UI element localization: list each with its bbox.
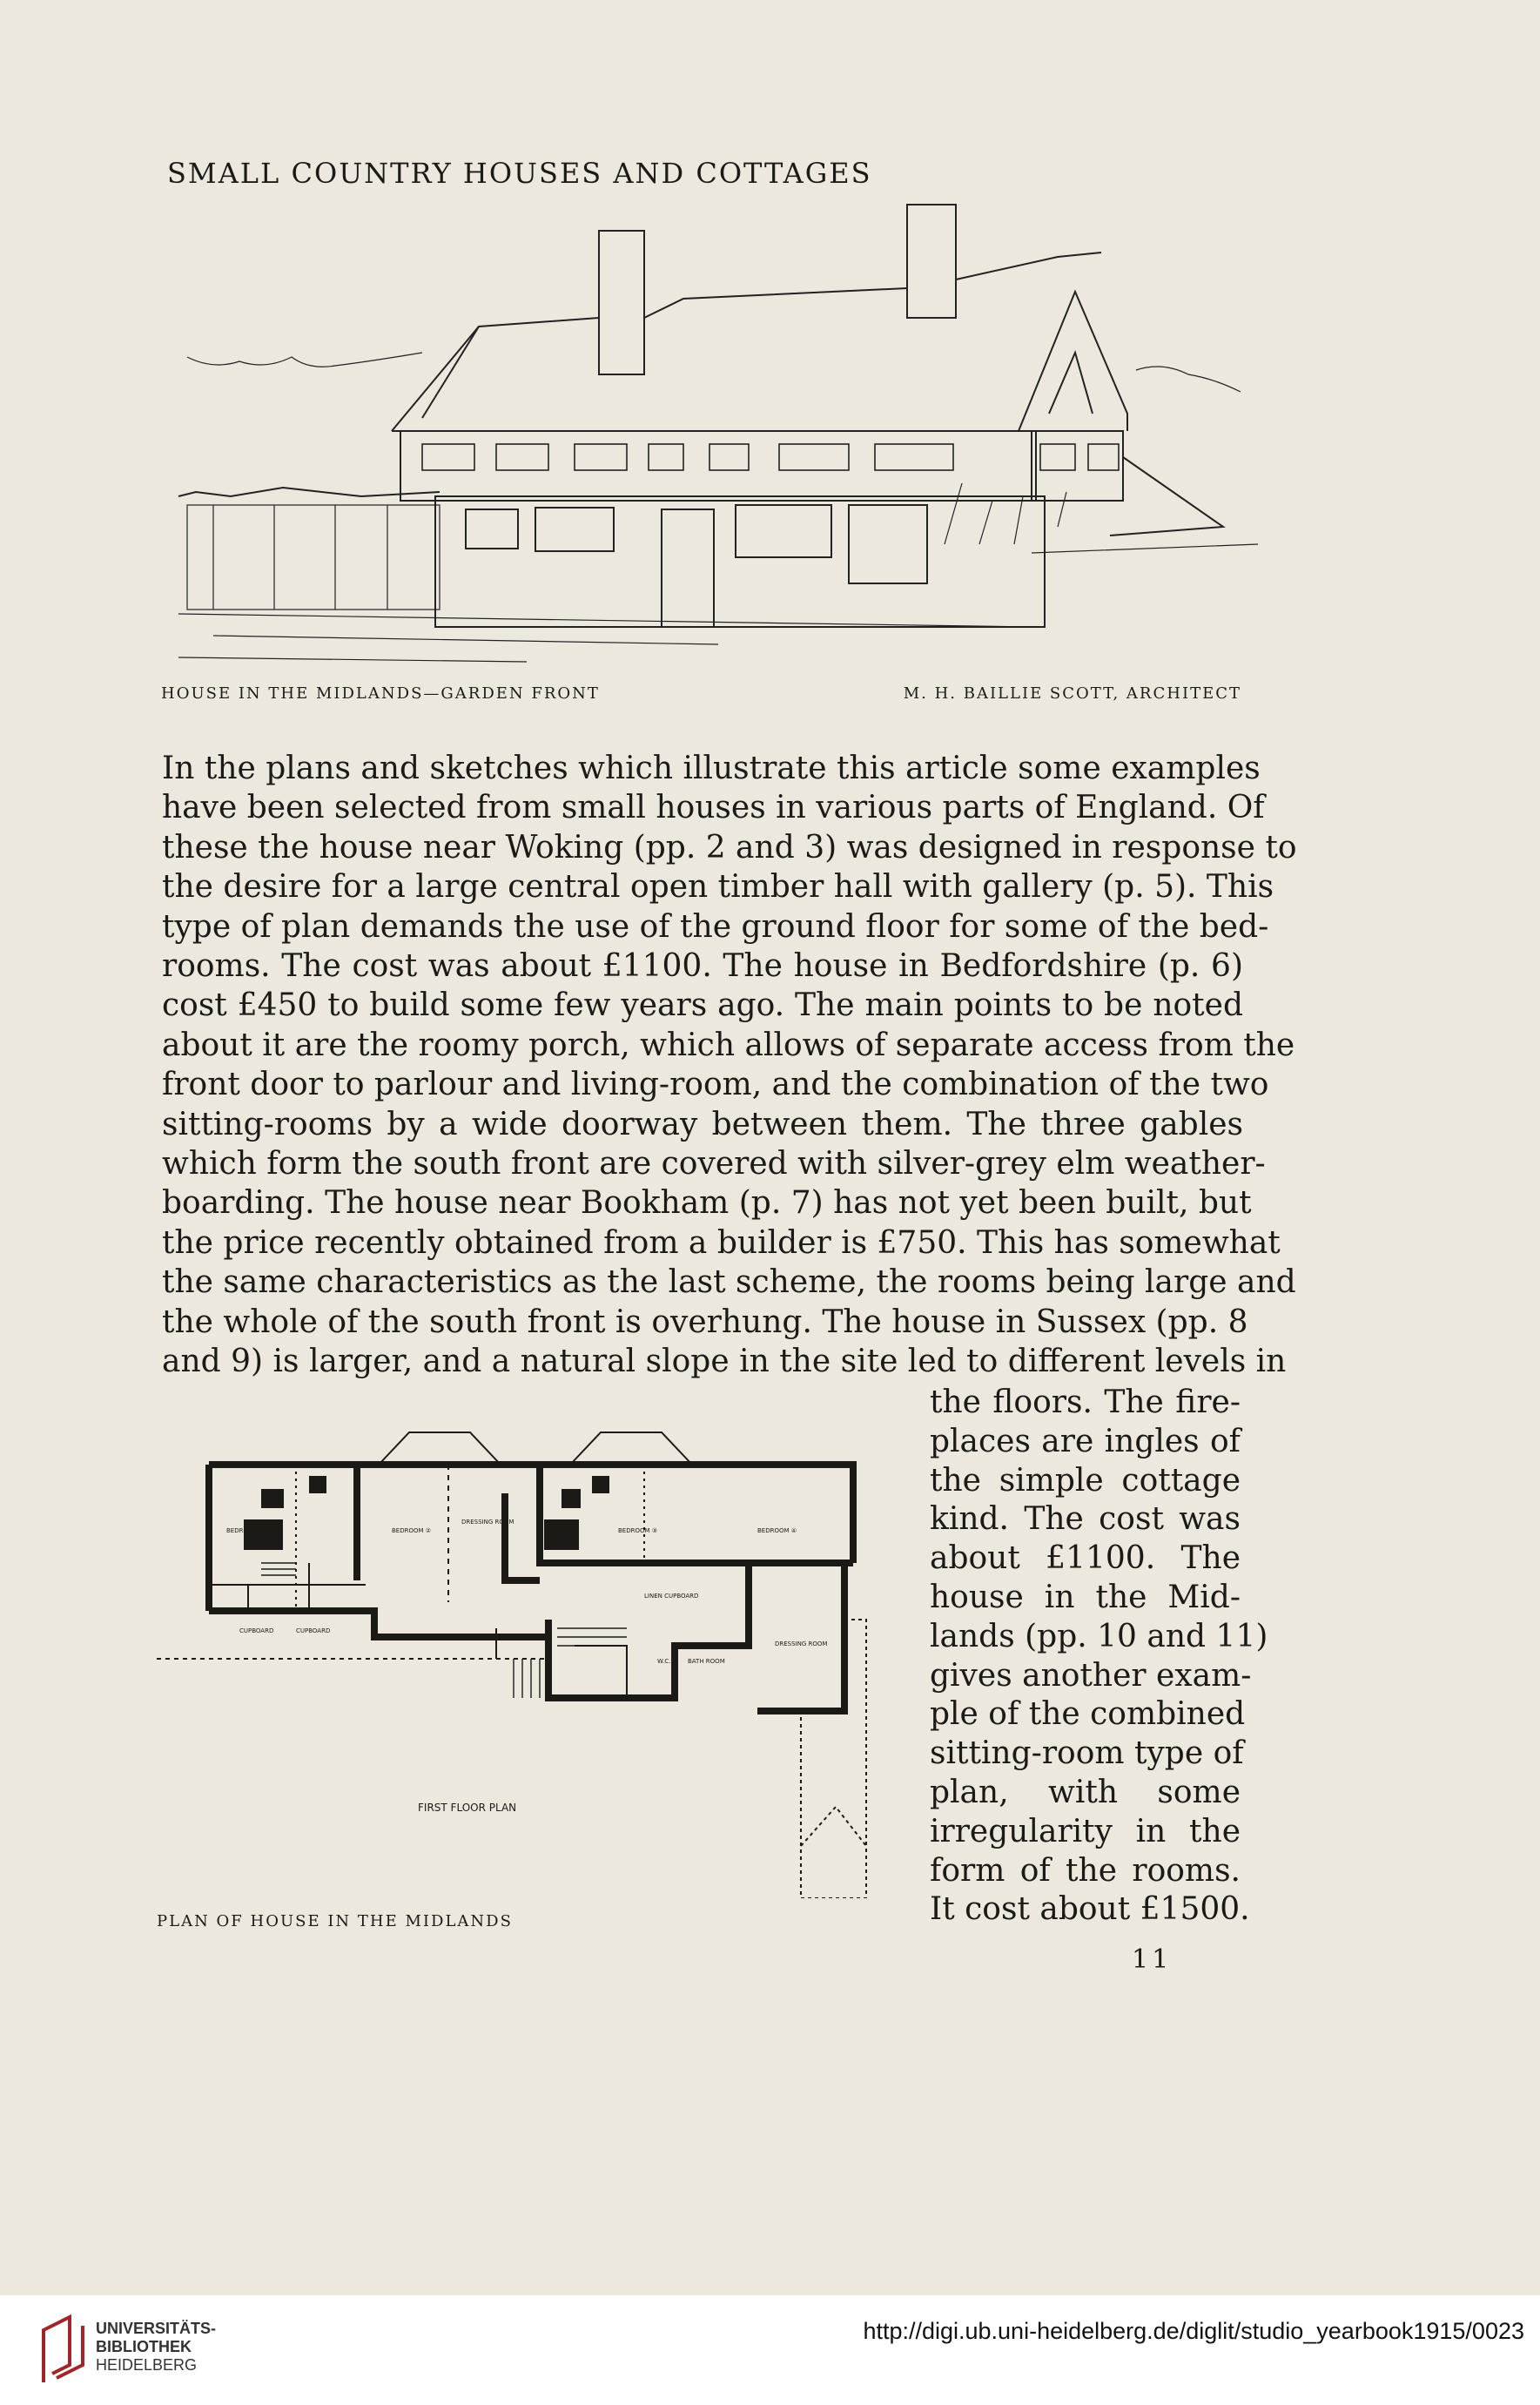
text-line: about it are the roomy porch, which allows of separate access from the — [162, 1027, 1295, 1063]
running-head: SMALL COUNTRY HOUSES AND COTTAGES — [167, 157, 872, 190]
text-line: boarding. The house near Bookham (p. 7) has not yet been built, but — [162, 1185, 1252, 1222]
room-label: DRESSING ROOM — [461, 1519, 514, 1526]
text-line: house in the Mid- — [930, 1579, 1241, 1615]
plan-title: FIRST FLOOR PLAN — [418, 1802, 517, 1814]
room-label: BEDROOM ④ — [757, 1527, 797, 1534]
digitization-footer — [0, 2295, 1540, 2405]
text-line: which form the south front are covered with silver-grey elm weather- — [162, 1146, 1266, 1182]
house-sketch — [161, 196, 1267, 670]
floor-plan — [157, 1411, 923, 1898]
plan-caption: PLAN OF HOUSE IN THE MIDLANDS — [157, 1912, 513, 1930]
text-line: gives another exam- — [930, 1657, 1252, 1694]
text-line: It cost about £1500. — [930, 1891, 1250, 1928]
text-line: have been selected from small houses in various parts of England. Of — [162, 790, 1265, 826]
text-line: sitting-room type of — [930, 1735, 1244, 1772]
text-line: type of plan demands the use of the ground floor for some of the bed- — [162, 908, 1269, 945]
text-line: the price recently obtained from a builder is £750. This has somewhat — [162, 1224, 1281, 1261]
library-logo-icon — [35, 2313, 89, 2388]
room-label: BEDROOM ③ — [618, 1527, 658, 1534]
room-label: BATH ROOM — [688, 1658, 725, 1665]
text-line: the simple cottage — [930, 1462, 1241, 1499]
text-line: cost £450 to build some few years ago. The main points to be noted — [162, 987, 1243, 1024]
text-line: the whole of the south front is overhung. The house in Sussex (pp. 8 — [162, 1304, 1248, 1340]
text-line: the same characteristics as the last scheme, the rooms being large and — [162, 1264, 1296, 1301]
text-line: In the plans and sketches which illustrate this article some examples — [162, 751, 1261, 786]
room-label: LINEN CUPBOARD — [644, 1593, 699, 1600]
room-label: CUPBOARD — [296, 1627, 331, 1634]
sketch-caption: HOUSE IN THE MIDLANDS—GARDEN FRONT — [161, 684, 600, 703]
text-line: irregularity in the — [930, 1813, 1241, 1849]
text-line: the desire for a large central open timber hall with gallery (p. 5). This — [162, 869, 1274, 906]
text-line: these the house near Woking (pp. 2 and 3) was designed in response to — [162, 829, 1297, 866]
text-line: about £1100. The — [930, 1540, 1241, 1577]
text-line: ple of the combined — [930, 1696, 1246, 1733]
article-body — [162, 749, 1297, 1382]
text-line: front door to parlour and living-room, and the combination of the two — [162, 1067, 1269, 1103]
text-line: the floors. The fire- — [930, 1384, 1241, 1420]
text-line: and 9) is larger, and a natural slope in the site led to different levels in — [162, 1344, 1287, 1380]
source-url-link[interactable]: http://digi.ub.uni-heidelberg.de/diglit/studio_yearbook1915/0023 — [863, 2318, 1524, 2344]
architect-credit: M. H. BAILLIE SCOTT, ARCHITECT — [903, 684, 1241, 703]
room-label: W.C. — [657, 1658, 671, 1665]
article-body-narrow — [930, 1384, 1268, 1930]
library-name-line: HEIDELBERG — [96, 2356, 198, 2374]
text-line: rooms. The cost was about £1100. The house in Bedfordshire (p. 6) — [162, 948, 1243, 985]
room-label: BEDROOM ① — [226, 1527, 266, 1534]
text-line: sitting-rooms by a wide doorway between them. The three gables — [162, 1106, 1243, 1142]
page-number: 11 — [1132, 1944, 1173, 1975]
library-name — [96, 2320, 216, 2375]
text-line: places are ingles of — [930, 1423, 1241, 1459]
room-label: CUPBOARD — [239, 1627, 274, 1634]
room-label: BEDROOM ② — [392, 1527, 432, 1534]
text-line: form of the rooms. — [930, 1852, 1241, 1889]
text-line: kind. The cost was — [930, 1501, 1241, 1538]
library-name-line: BIBLIOTHEK — [96, 2338, 192, 2355]
library-name-line: UNIVERSITÄTS- — [96, 2320, 217, 2337]
text-line: plan, with some — [930, 1774, 1241, 1810]
room-label: DRESSING ROOM — [775, 1640, 828, 1647]
text-line: lands (pp. 10 and 11) — [930, 1618, 1268, 1654]
